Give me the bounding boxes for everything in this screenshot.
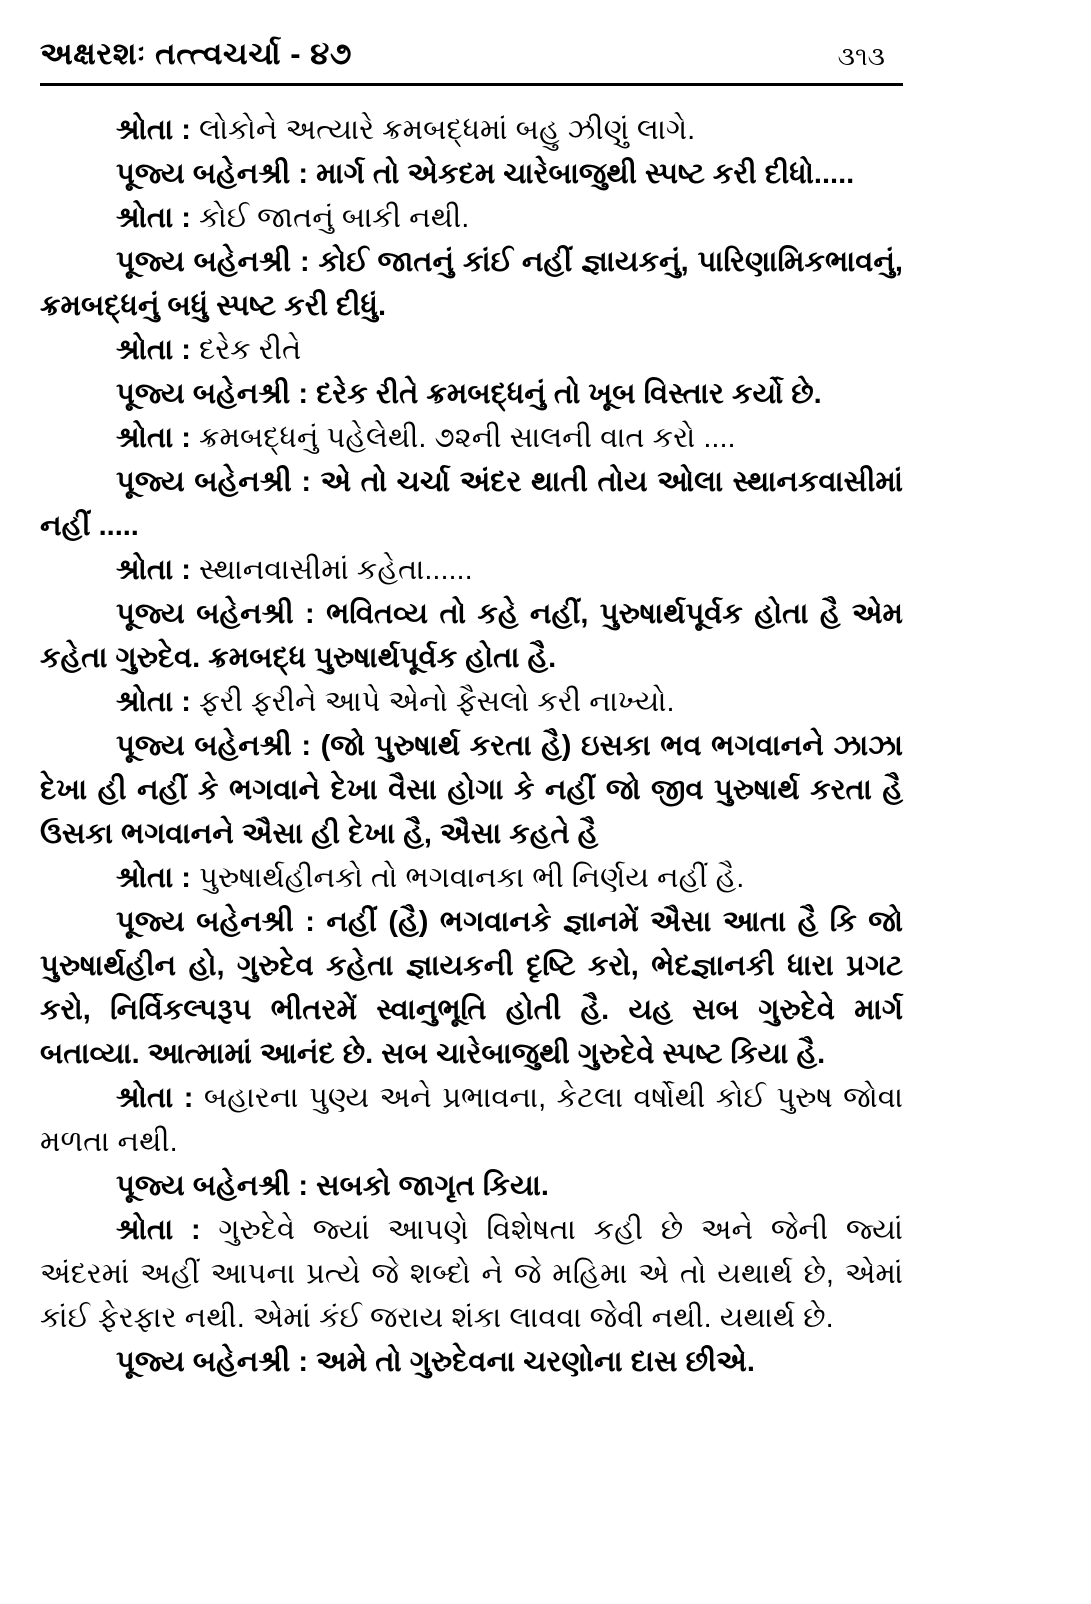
dialogue-paragraph [40,724,903,856]
utterance-text: બહારના પુણ્ય અને પ્રભાવના, કેટલા વર્ષોથી કોઈ પુરુષ જોવા મળતા નથી. [40,1082,903,1158]
speaker-label: પૂજ્ય બહેનશ્રી [116,1170,291,1202]
dialogue-paragraph [40,680,903,724]
utterance-text: ભવિતવ્ય તો કહે નહીં, પુરુષાર્થપૂર્વક હોતા હૈ એમ કહેતા ગુરુદેવ. ક્રમબદ્ધ પુરુષાર્થપૂર્વક હોતા હૈ. [40,598,903,674]
speaker-label: પૂજ્ય બહેનશ્રી [116,246,292,278]
utterance-text: સબકો જાગૃત કિયા. [316,1170,549,1202]
page-header [40,36,903,73]
speaker-label: પૂજ્ય બહેનશ્રી [116,158,291,190]
speaker-label: શ્રોતા [116,334,174,366]
utterance-text: ક્રમબદ્ધનું પહેલેથી. ૭૨ની સાલની વાત કરો .... [199,422,736,454]
speaker-separator: : [173,1214,219,1246]
dialogue-paragraph [40,1076,903,1164]
utterance-text: અમે તો ગુરુદેવના ચરણોના દાસ છીએ. [316,1346,755,1378]
speaker-separator: : [290,1170,317,1202]
utterance-text: દરેક રીતે ક્રમબદ્ધનું તો ખૂબ વિસ્તાર કર્યો છે. [316,378,822,410]
speaker-separator: : [173,686,199,718]
dialogue-paragraph [40,196,903,240]
dialogue-paragraph [40,460,903,548]
page-number: ૩૧૩ [837,41,885,71]
utterance-text: લોકોને અત્યારે ક્રમબદ્ધમાં બહુ ઝીણું લાગે. [199,114,696,146]
dialogue-paragraph [40,1164,903,1208]
speaker-label: શ્રોતા [116,686,174,718]
speaker-separator: : [173,1082,204,1114]
speaker-label: પૂજ્ય બહેનશ્રી [116,598,294,630]
speaker-label: શ્રોતા [116,554,174,586]
utterance-text: સ્થાનવાસીમાં કહેતા...... [199,554,473,586]
utterance-text: (જો પુરુષાર્થ કરતા હૈ) ઇસકા ભવ ભગવાનને ઝાઝા દેખા હી નહીં કે ભગવાને દેખા વૈસા હોગા કે નહીં જો જીવ પુરુષાર્થ કરતા હૈ ઉસકા ભગવાનને ઐસા હી દેખા હૈ, ઐસા કહતે હૈ [40,730,903,850]
speaker-label: પૂજ્ય બહેનશ્રી [116,1346,291,1378]
speaker-separator: : [173,554,199,586]
speaker-label: શ્રોતા [116,1082,174,1114]
speaker-label: શ્રોતા [116,862,174,894]
utterance-text: ગુરુદેવે જ્યાં આપણે વિશેષતા કહી છે અને જેની જ્યાં અંદરમાં અહીં આપના પ્રત્યે જે શબ્દો ને જે મહિમા એ તો યથાર્થ છે, એમાં કાંઈ ફેરફાર નથી. એમાં કંઈ જરાય શંકા લાવવા જેવી નથી. યથાર્થ છે. [40,1214,903,1334]
speaker-separator: : [290,1346,317,1378]
speaker-separator: : [290,378,317,410]
speaker-separator: : [173,114,199,146]
dialogue-paragraph [40,372,903,416]
dialogue [40,108,903,1384]
speaker-label: શ્રોતા [116,1214,174,1246]
utterance-text: એ તો ચર્ચા અંદર થાતી તોય ઓલા સ્થાનકવાસીમાં નહીં ..... [40,466,903,542]
dialogue-paragraph [40,240,903,328]
utterance-text: ફરી ફરીને આપે એનો ફૈસલો કરી નાખ્યો. [199,686,675,718]
dialogue-paragraph [40,108,903,152]
speaker-label: શ્રોતા [116,202,174,234]
speaker-label: શ્રોતા [116,422,174,454]
speaker-separator: : [293,598,327,630]
dialogue-paragraph [40,856,903,900]
speaker-separator: : [291,730,321,762]
utterance-text: માર્ગ તો એકદમ ચારેબાજુથી સ્પષ્ટ કરી દીધો..... [316,158,855,190]
dialogue-paragraph [40,592,903,680]
speaker-label: પૂજ્ય બહેનશ્રી [116,378,291,410]
speaker-separator: : [173,334,199,366]
speaker-label: શ્રોતા [116,114,174,146]
speaker-label: પૂજ્ય બહેનશ્રી [116,906,294,938]
speaker-separator: : [173,422,199,454]
speaker-separator: : [291,246,319,278]
speaker-label: પૂજ્ય બહેનશ્રી [116,466,292,498]
dialogue-paragraph [40,900,903,1076]
utterance-text: દરેક રીતે [199,334,302,366]
header-rule [40,83,903,86]
dialogue-paragraph [40,152,903,196]
speaker-separator: : [293,906,327,938]
speaker-label: પૂજ્ય બહેનશ્રી [116,730,292,762]
speaker-separator: : [173,862,199,894]
speaker-separator: : [173,202,199,234]
dialogue-paragraph [40,416,903,460]
dialogue-paragraph [40,1340,903,1384]
dialogue-paragraph [40,548,903,592]
speaker-separator: : [290,158,317,190]
utterance-text: પુરુષાર્થહીનકો તો ભગવાનકા ભી નિર્ણય નહીં હૈ. [199,862,745,894]
utterance-text: કોઈ જાતનું બાકી નથી. [199,202,470,234]
dialogue-paragraph [40,328,903,372]
utterance-text: કોઈ જાતનું કાંઈ નહીં જ્ઞાયકનું, પારિણામિકભાવનું, ક્રમબદ્ધનું બધું સ્પષ્ટ કરી દીધું. [40,246,903,322]
chapter-title: અક્ષરશઃ તત્ત્વચર્ચા - ૪૭ [40,36,352,71]
speaker-separator: : [291,466,321,498]
dialogue-paragraph [40,1208,903,1340]
utterance-text: નહીં (હૈ) ભગવાનકે જ્ઞાનમેં ઐસા આતા હૈ કિ જો પુરુષાર્થહીન હો, ગુરુદેવ કહેતા જ્ઞાયકની દૃષ્ટિ કરો, ભેદજ્ઞાનકી ધારા પ્રગટ કરો, નિર્વિકલ્પરૂપ ભીતરમેં સ્વાનુભૂતિ હોતી હૈ. યહ સબ ગુરુદેવે માર્ગ બતાવ્યા. આત્મામાં આનંદ છે. સબ ચારેબાજુથી ગુરુદેવે સ્પષ્ટ કિયા હૈ. [40,906,903,1070]
